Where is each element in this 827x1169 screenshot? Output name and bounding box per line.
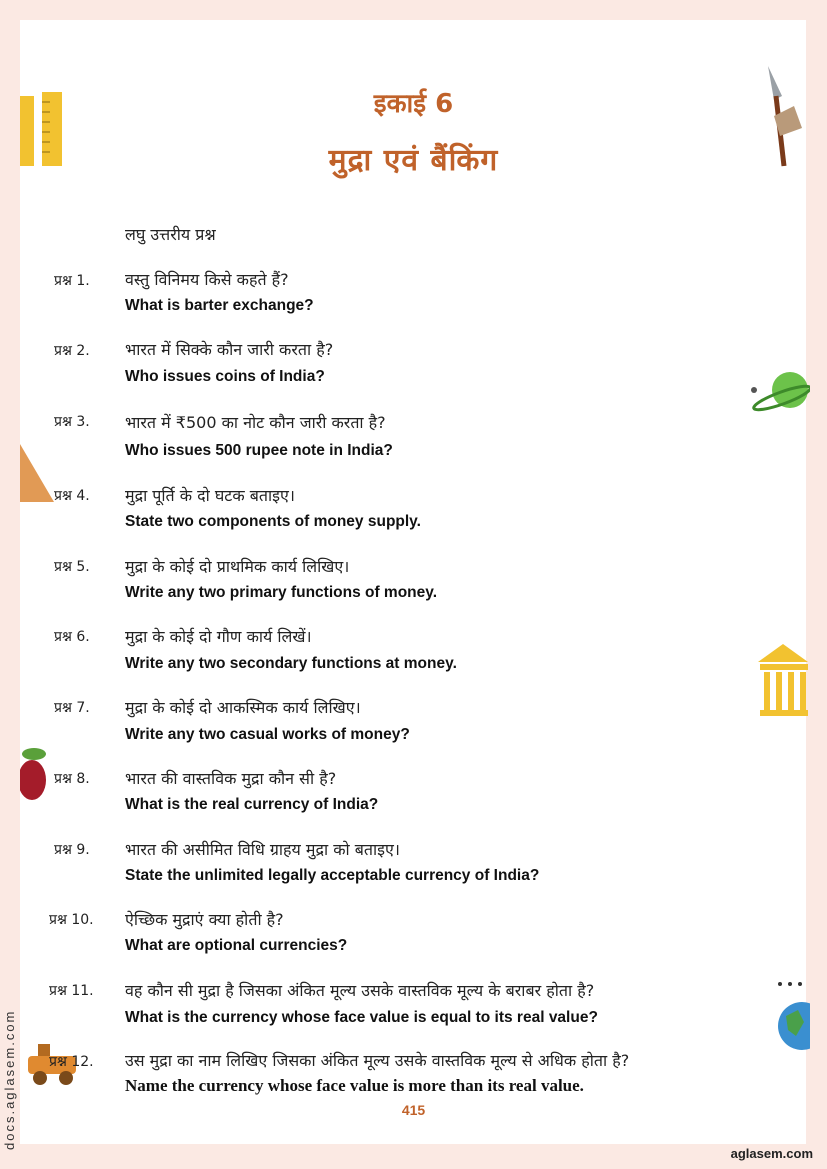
- question-number: प्रश्न 9.: [54, 842, 90, 858]
- question-text-english: Write any two secondary functions at money.: [125, 655, 457, 672]
- page-number: 415: [401, 1102, 426, 1118]
- question-number: प्रश्न 10.: [49, 912, 94, 928]
- question-number: प्रश्न 5.: [54, 559, 90, 575]
- question-number: प्रश्न 8.: [54, 771, 90, 787]
- question-text-english: Name the currency whose face value is more than its real value.: [125, 1076, 584, 1095]
- temple-icon: [758, 642, 808, 718]
- question-text-hindi: ऐच्छिक मुद्राएं क्या होती है?: [125, 910, 284, 929]
- footer-link[interactable]: aglasem.com: [730, 1146, 813, 1161]
- section-heading: लघु उत्तरीय प्रश्न: [125, 225, 216, 244]
- question-number: प्रश्न 4.: [54, 488, 90, 504]
- question-number: प्रश्न 11.: [49, 983, 94, 999]
- question-text-english: What are optional currencies?: [125, 937, 348, 954]
- question-text-hindi: मुद्रा के कोई दो आकस्मिक कार्य लिखिए।: [125, 698, 361, 717]
- unit-heading: इकाई 6: [373, 89, 454, 119]
- question-text-hindi: मुद्रा पूर्ति के दो घटक बताइए।: [125, 486, 295, 505]
- question-text-hindi: भारत में सिक्के कौन जारी करता है?: [125, 340, 334, 359]
- question-text-hindi: मुद्रा के कोई दो गौण कार्य लिखें।: [125, 627, 312, 646]
- page-sheet: [20, 20, 806, 1144]
- question-text-english: State two components of money supply.: [125, 513, 421, 530]
- question-text-hindi: मुद्रा के कोई दो प्राथमिक कार्य लिखिए।: [125, 557, 350, 576]
- chapter-title: मुद्रा एवं बैंकिंग: [328, 143, 499, 178]
- question-text-hindi: वस्तु विनिमय किसे कहते हैं?: [125, 270, 289, 289]
- globe-icon: [774, 980, 810, 1052]
- question-text-english: State the unlimited legally acceptable currency of India?: [125, 867, 540, 884]
- question-text-hindi: भारत की असीमित विधि ग्राहय मुद्रा को बताइए।: [125, 840, 400, 859]
- question-text-hindi: भारत में ₹500 का नोट कौन जारी करता है?: [125, 413, 386, 432]
- question-text-english: What is barter exchange?: [125, 297, 314, 314]
- question-text-hindi: भारत की वास्तविक मुद्रा कौन सी है?: [125, 769, 337, 788]
- apple-icon: [20, 742, 54, 804]
- question-text-english: What is the real currency of India?: [125, 796, 379, 813]
- question-text-english: Who issues 500 rupee note in India?: [125, 442, 393, 459]
- question-number: प्रश्न 3.: [54, 414, 90, 430]
- side-watermark: docs.aglasem.com: [2, 1009, 17, 1150]
- question-text-hindi: वह कौन सी मुद्रा है जिसका अंकित मूल्य उसके वास्तविक मूल्य के बराबर होता है?: [125, 981, 595, 1000]
- question-number: प्रश्न 7.: [54, 700, 90, 716]
- question-text-english: Who issues coins of India?: [125, 368, 325, 385]
- question-number: प्रश्न 1.: [54, 273, 90, 289]
- question-text-english: Write any two casual works of money?: [125, 726, 410, 743]
- pyramid-icon: [20, 444, 54, 504]
- question-text-english: Write any two primary functions of money.: [125, 584, 438, 601]
- question-number: प्रश्न 12.: [49, 1054, 94, 1070]
- question-number: प्रश्न 2.: [54, 343, 90, 359]
- question-text-english: What is the currency whose face value is equal to its real value?: [125, 1009, 598, 1026]
- question-text-hindi: उस मुद्रा का नाम लिखिए जिसका अंकित मूल्य उसके वास्तविक मूल्य से अधिक होता है?: [125, 1051, 630, 1070]
- question-number: प्रश्न 6.: [54, 629, 90, 645]
- planet-icon: [748, 368, 810, 416]
